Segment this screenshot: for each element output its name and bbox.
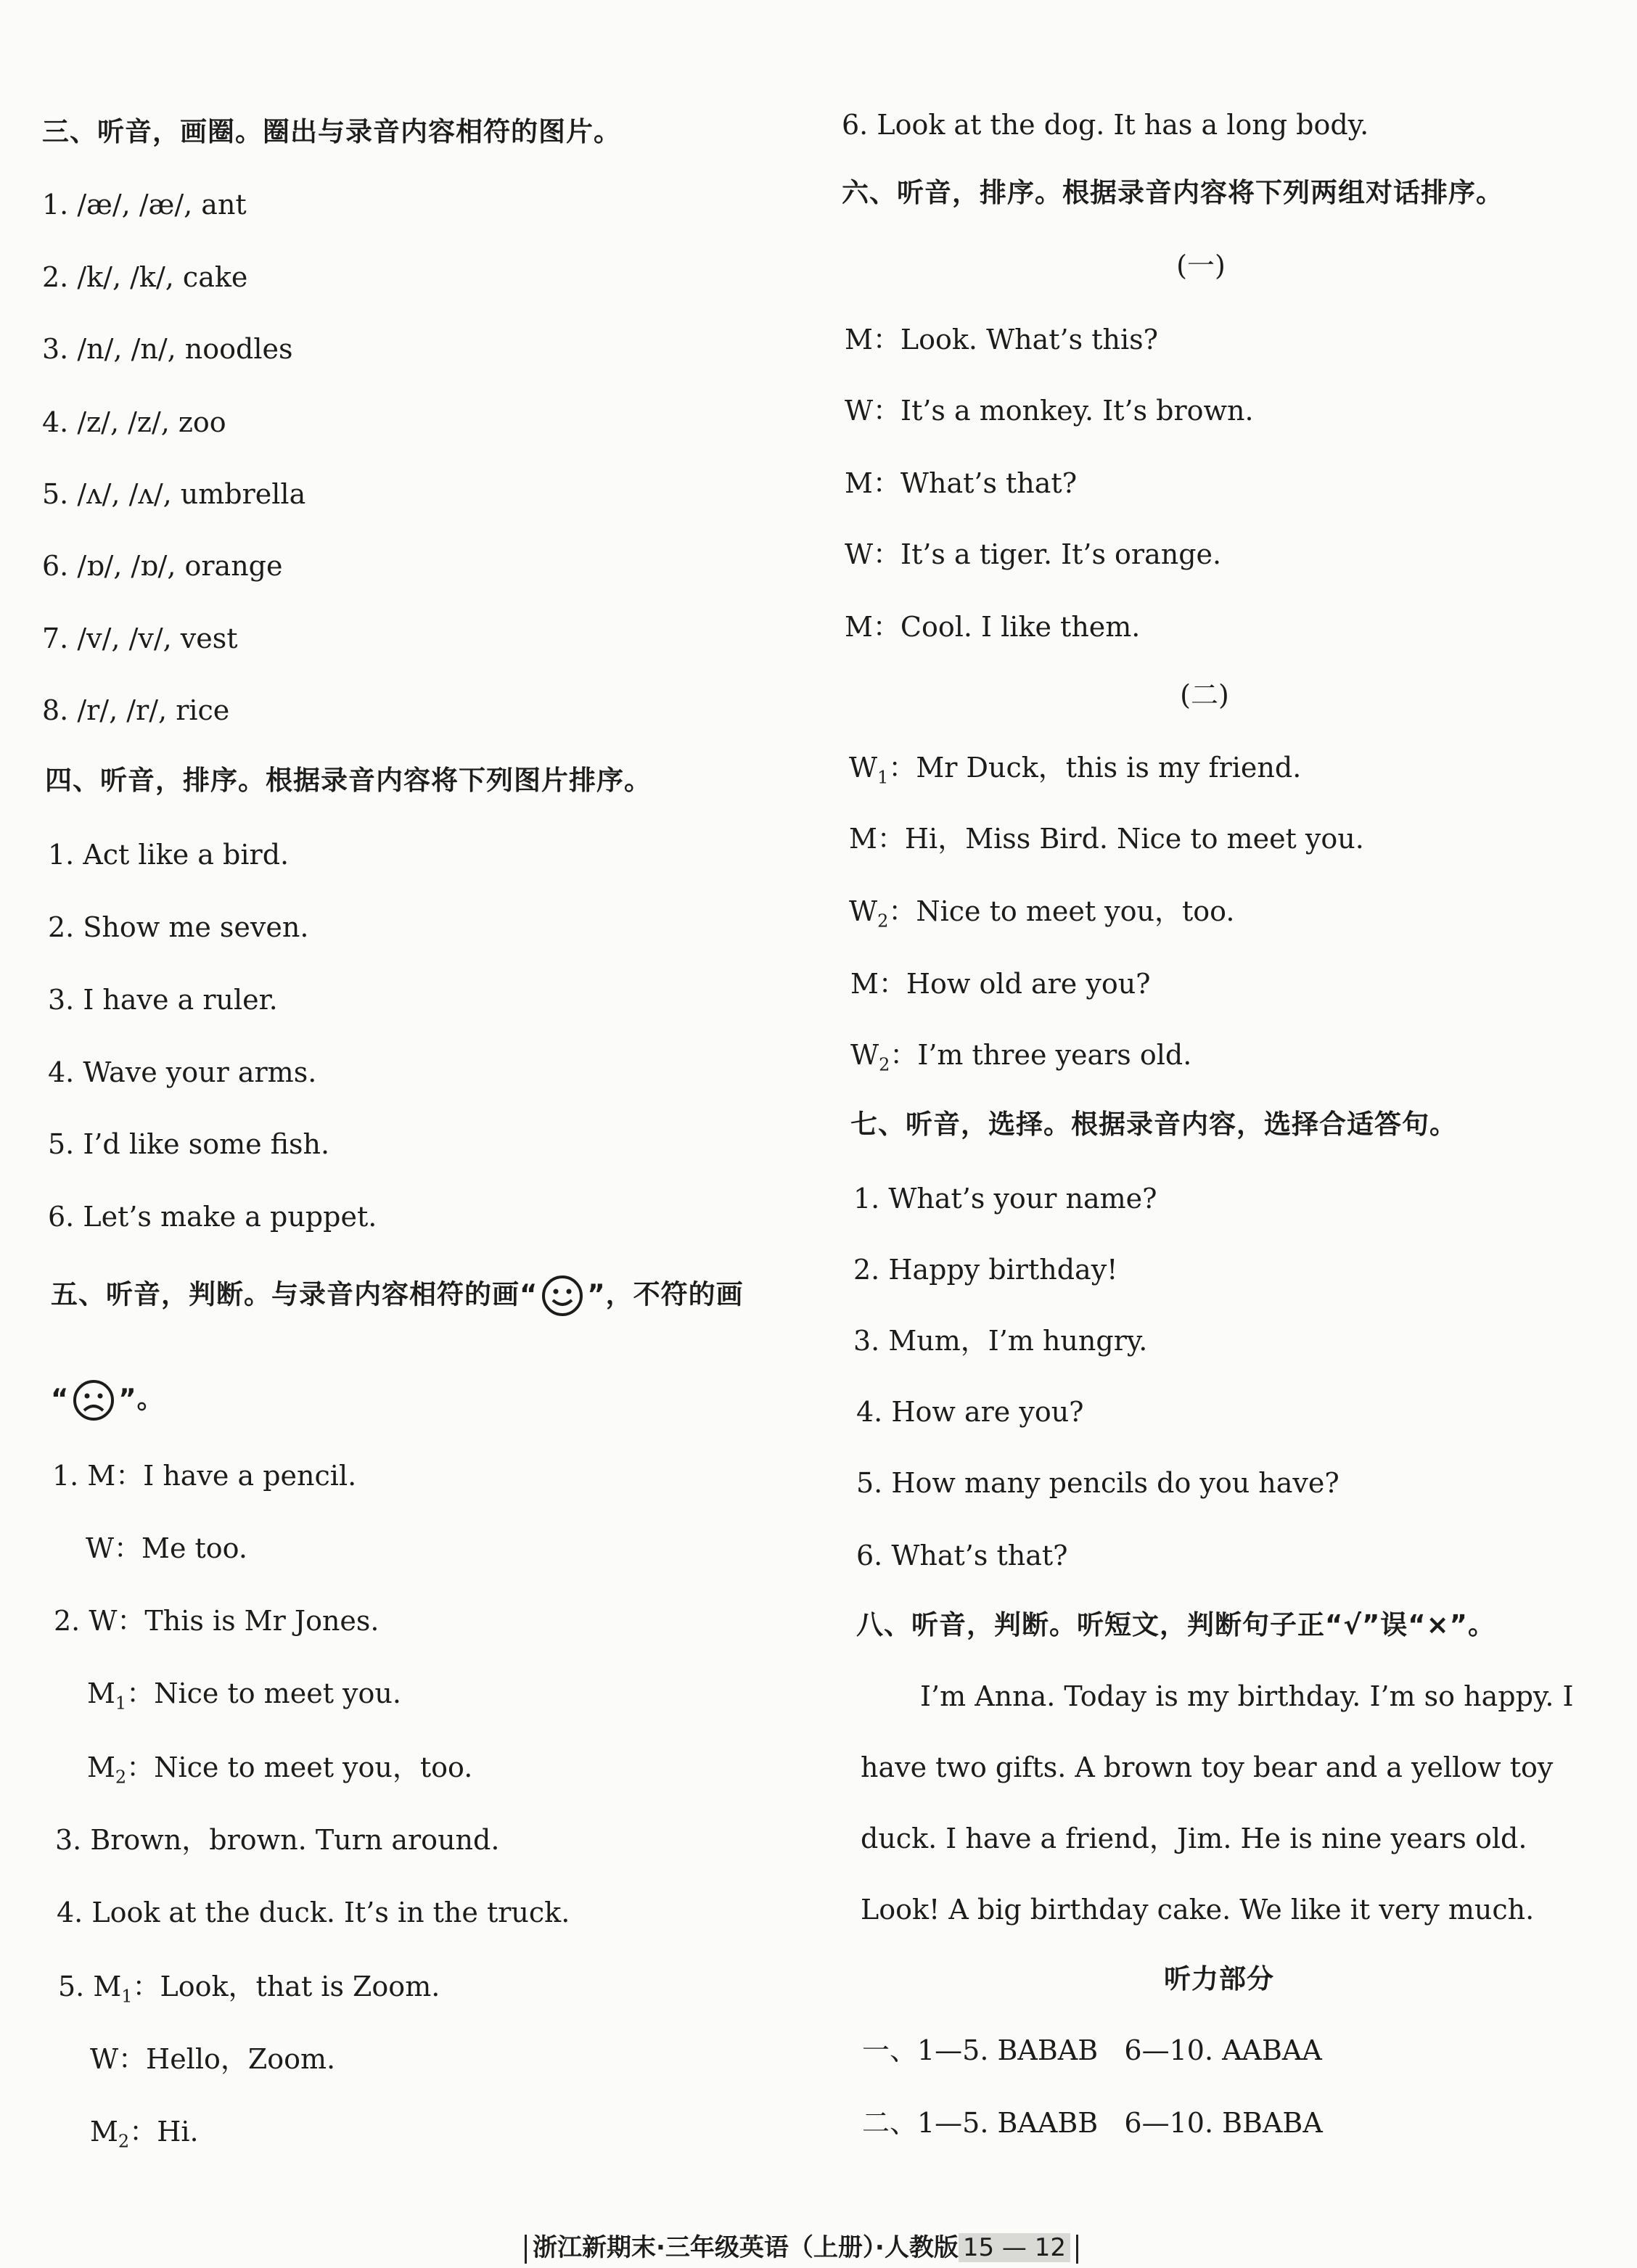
list-item: 3. I have a ruler. xyxy=(48,984,278,1016)
line-text: ：Mr Duck，this is my friend. xyxy=(888,752,1302,784)
dialogue-line xyxy=(87,1675,401,1722)
dialogue-line xyxy=(90,2113,199,2161)
footer-title: 浙江新期末·三年级英语（上册）·人教版 xyxy=(533,2233,959,2262)
list-item: 2. /k/, /k/, cake xyxy=(42,261,248,293)
list-item: 1. /æ/, /æ/, ant xyxy=(42,189,247,221)
divider xyxy=(525,2235,527,2264)
speaker: M xyxy=(87,1751,115,1783)
line-text: ：Nice to meet you. xyxy=(126,1677,401,1709)
list-item: 2. Happy birthday! xyxy=(853,1254,1118,1286)
line-text: ：Nice to meet you，too. xyxy=(888,895,1235,927)
section-4-heading: 四、听音，排序。根据录音内容将下列图片排序。 xyxy=(45,765,652,796)
heading-text: “ xyxy=(51,1383,70,1415)
section-5-heading xyxy=(51,1274,744,1318)
speaker: W xyxy=(849,752,878,784)
dialogue-line: M：What’s that? xyxy=(845,467,1078,499)
passage-line: duck. I have a friend，Jim. He is nine years old. xyxy=(861,1823,1527,1854)
list-item: 6. Look at the dog. It has a long body. xyxy=(842,109,1369,141)
speaker-index: 1 xyxy=(877,767,889,788)
dialogue-line: M：Look. What’s this? xyxy=(845,324,1158,356)
dialogue-line: M：Hi，Miss Bird. Nice to meet you. xyxy=(849,823,1364,855)
list-item: 5. How many pencils do you have? xyxy=(856,1467,1339,1499)
line-text: ：Nice to meet you，too. xyxy=(126,1751,473,1783)
speaker-index: 2 xyxy=(879,1054,890,1075)
section-6-heading: 六、听音，排序。根据录音内容将下列两组对话排序。 xyxy=(842,177,1503,208)
section-7-heading: 七、听音，选择。根据录音内容，选择合适答句。 xyxy=(850,1109,1457,1140)
speaker-index: 2 xyxy=(118,2131,130,2152)
dialogue-line xyxy=(849,749,1301,797)
line-text: ：Hi. xyxy=(129,2116,199,2148)
list-item: 6. Let’s make a puppet. xyxy=(48,1201,377,1233)
speaker-index: 2 xyxy=(877,911,889,932)
sad-face-icon xyxy=(72,1379,115,1422)
dialogue-line: W：It’s a monkey. It’s brown. xyxy=(845,395,1254,427)
dialogue-line: W：Hello，Zoom. xyxy=(90,2043,336,2075)
list-item: 5. /ʌ/, /ʌ/, umbrella xyxy=(42,478,306,510)
section-5-heading-cont xyxy=(51,1379,165,1422)
passage-line: have two gifts. A brown toy bear and a yellow toy xyxy=(861,1751,1554,1783)
speaker: 5. M xyxy=(58,1971,122,2002)
dialogue-line xyxy=(849,892,1234,940)
list-item: 2. Show me seven. xyxy=(48,911,309,943)
smiley-face-icon xyxy=(541,1274,584,1318)
group-1-title: (一) xyxy=(1176,250,1226,282)
speaker: M xyxy=(87,1677,115,1709)
list-item: 1. Act like a bird. xyxy=(48,839,290,871)
dialogue-line: 3. Brown，brown. Turn around. xyxy=(55,1824,500,1856)
list-item: 6. /ɒ/, /ɒ/, orange xyxy=(42,550,283,582)
dialogue-line: 1. M：I have a pencil. xyxy=(52,1460,357,1492)
page-number: 15 — 12 xyxy=(959,2233,1070,2262)
dialogue-line: 2. W：This is Mr Jones. xyxy=(54,1605,379,1637)
heading-text: ”，不符的画 xyxy=(587,1278,744,1310)
dialogue-line xyxy=(850,1036,1191,1084)
list-item: 6. What’s that? xyxy=(856,1540,1068,1571)
dialogue-line: W：It’s a tiger. It’s orange. xyxy=(845,538,1222,570)
line-text: ：I’m three years old. xyxy=(890,1039,1192,1071)
speaker-index: 1 xyxy=(121,1986,133,2007)
dialogue-line: M：How old are you? xyxy=(850,968,1151,1000)
dialogue-line xyxy=(87,1749,472,1796)
dialogue-line: M：Cool. I like them. xyxy=(845,611,1141,643)
heading-text: ”。 xyxy=(118,1383,165,1415)
list-item: 4. Wave your arms. xyxy=(48,1056,317,1088)
dialogue-line: 4. Look at the duck. It’s in the truck. xyxy=(57,1897,570,1928)
passage-line: Look! A big birthday cake. We like it very much. xyxy=(861,1894,1535,1926)
group-2-title: (二) xyxy=(1180,679,1229,711)
list-item: 4. /z/, /z/, zoo xyxy=(42,406,226,438)
list-item: 3. Mum，I’m hungry. xyxy=(853,1325,1148,1357)
answers-title: 听力部分 xyxy=(1164,1963,1274,1994)
list-item: 5. I’d like some fish. xyxy=(48,1128,330,1160)
speaker-index: 2 xyxy=(115,1767,127,1788)
heading-text: 五、听音，判断。与录音内容相符的画“ xyxy=(51,1278,538,1310)
answer-line: 二、1—5. BAABB 6—10. BBABA xyxy=(862,2107,1323,2139)
list-item: 7. /v/, /v/, vest xyxy=(42,623,238,654)
page-footer xyxy=(519,2229,1084,2267)
line-text: ：Look，that is Zoom. xyxy=(132,1971,440,2002)
passage-line: I’m Anna. Today is my birthday. I’m so happy. I xyxy=(920,1680,1574,1712)
divider xyxy=(1076,2235,1078,2264)
section-3-heading: 三、听音，画圈。圈出与录音内容相符的图片。 xyxy=(42,116,621,147)
answer-line: 一、1—5. BABAB 6—10. AABAA xyxy=(862,2034,1322,2066)
list-item: 4. How are you? xyxy=(856,1396,1084,1428)
speaker: W xyxy=(850,1039,879,1071)
list-item: 1. What’s your name? xyxy=(853,1183,1157,1215)
speaker: M xyxy=(90,2116,118,2148)
speaker-index: 1 xyxy=(115,1693,127,1714)
list-item: 8. /r/, /r/, rice xyxy=(42,694,230,726)
section-8-heading: 八、听音，判断。听短文，判断句子正“√”误“×”。 xyxy=(856,1609,1496,1640)
speaker: W xyxy=(849,895,878,927)
list-item: 3. /n/, /n/, noodles xyxy=(42,333,293,365)
dialogue-line: W：Me too. xyxy=(86,1532,247,1564)
dialogue-line xyxy=(58,1968,440,2016)
